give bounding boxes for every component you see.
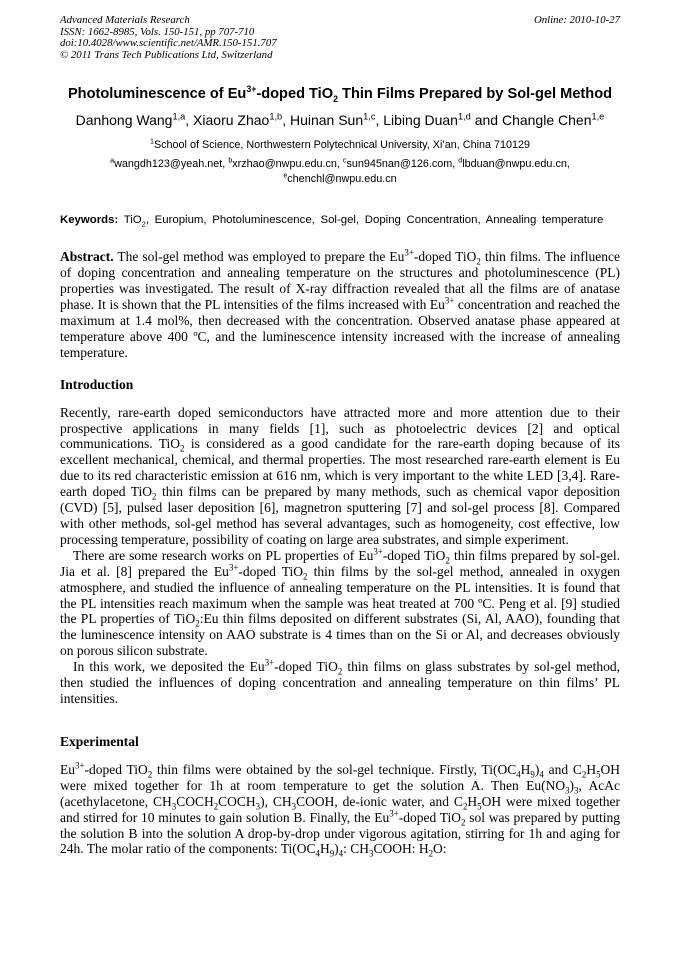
introduction-paragraph-2: There are some research works on PL properties of $Eu^{3+}$-doped TiO$_2$ thin films prepared by sol-gel. Jia et al. [8] prepared the $Eu^{3+}$-doped TiO$_2$ thin films by the sol-gel method, annealed in oxygen atmosphere, and studied the influence of annealing temperature on the PL intensities. It is found that the PL intensities reach maximum when the sample was heat treated at 700 ºC. Peng et al. [9] studied the PL properties of TiO$_2$:Eu thin films deposited on different substrates (Si, Al, AAO), founding that the luminescence intensity on AAO substrate is 4 times than on the Si or Al, and decreases obviously on porous silicon substrate. <box>60 546 620 659</box>
doi-line: doi:10.4028/www.scientific.net/AMR.150-151.707 <box>60 37 277 50</box>
author-emails: $^a$wangdh123@yeah.net, $^b$xrzhao@nwpu.edu.cn, $^c$sun945nan@126.com, $^d$lbduan@nwpu.edu.cn, $^e$chenchl@nwpu.edu.cn <box>110 156 570 185</box>
introduction-paragraph-1: Recently, rare-earth doped semiconductors have attracted more and more attention due to their prospective applications in many fields [1], such as photoelectric devices [2] and optical communications. TiO$_2$ is considered as a good candidate for the rare-earth doping because of its excellent mechanical, chemical, and thermal properties. The most researched rare-earth element is Eu due to its red characteristic emission at 616 nm, which is very important to the white LED [3,4]. Rare-earth doped TiO$_2$ thin films can be prepared by many methods, such as chemical vapor deposition (CVD) [5], pulsed laser deposition [6], magnetron sputtering [7] and sol-gel process [8]. Compared with other methods, sol-gel method has several advantages, such as homogeneity, cost effective, low processing temperature, possibility of coating on large area substrates, and simple experiment. <box>60 404 621 547</box>
publication-header <box>60 15 620 62</box>
copyright-line: © 2011 Trans Tech Publications Ltd, Switzerland <box>60 49 273 62</box>
introduction-paragraph-3: In this work, we deposited the $Eu^{3+}$-doped TiO$_2$ thin films on glass substrates by sol-gel method, then studied the influences of doping concentration and annealing temperature on thin films’ PL intensities. <box>60 657 621 706</box>
introduction-heading: Introduction <box>60 376 134 392</box>
affiliation-line: $^1$School of Science, Northwestern Polytechnical University, Xi’an, China 710129 <box>149 137 531 151</box>
abstract-label: Abstract. <box>60 249 114 265</box>
publication-info <box>60 15 277 62</box>
experimental-paragraph-1: $Eu^{3+}$-doped TiO$_2$ thin films were obtained by the sol-gel technique. Firstly, $Ti(OC_4H_9)_4$ and $C_2H_5OH$ were mixed together for 1h at room temperature to get the solution A. Then $Eu(NO_3)_3$, AcAc (acethylacetone, $CH_3COCH_2COCH_3$), $CH_3COOH$, de-ionic water, and $C_2H_5OH$ were mixed together and stirred for 10 minutes to gain solution B. Finally, the $Eu^{3+}$-doped TiO$_2$ sol was prepared by putting the solution B into the solution A drop-by-drop under vigorous agitation, stirring for 1h and aging for 24h. The molar ratio of the components: $Ti(OC_4H_9)_4$: $CH_3COOH$: $H_2O$: <box>60 760 621 860</box>
journal-name: Advanced Materials Research <box>60 14 190 26</box>
online-date: Online: 2010-10-27 <box>533 14 620 26</box>
keywords-block <box>60 213 620 229</box>
authors-line: Danhong Wang$^{1,a}$, Xiaoru Zhao$^{1,b}$, Huinan Sun$^{1,c}$, Libing Duan$^{1,d}$ and Changle Chen$^{1,e}$ <box>75 111 605 128</box>
section-introduction <box>60 377 620 707</box>
keywords-text: TiO$_2$, Europium, Photoluminescence, Sol-gel, Doping Concentration, Annealing temperature <box>123 213 604 229</box>
issn-line: ISSN: 1662-8985, Vols. 150-151, pp 707-710 <box>60 25 255 38</box>
abstract-text: The sol-gel method was employed to prepare the $Eu^{3+}$-doped TiO$_2$ thin films. The influence of doping concentration and annealing temperature on the structures and photoluminescence (PL) properties was investigated. The result of X-ray diffraction revealed that all the films are of anatase phase. It is shown that the PL intensities of the films increased with $Eu^{3+}$ concentration and reached the maximum at 1.4 mol%, then decreased with the concentration. Observed anatase phase appeared at temperature above 400 ºC, and the luminescence intensity increased with the increase of annealing temperature. <box>60 247 620 360</box>
experimental-heading: Experimental <box>60 733 139 749</box>
paper-title: Photoluminescence of $Eu^{3+}$-doped TiO$_2$ Thin Films Prepared by Sol-gel Method <box>67 83 613 104</box>
keywords-label: Keywords: <box>60 213 119 226</box>
abstract-block <box>60 249 620 360</box>
section-experimental <box>60 733 621 860</box>
